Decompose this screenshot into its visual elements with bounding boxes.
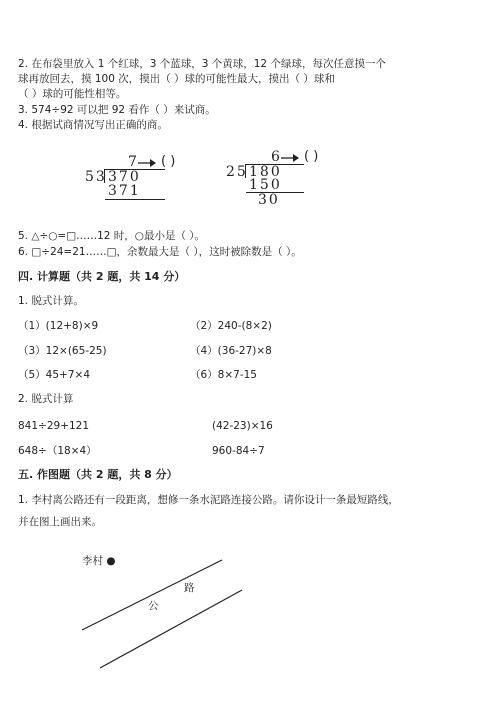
calc-item: 960-84÷7 xyxy=(212,445,265,457)
section5-q1-line1: 1. 李村离公路还有一段距离，想修一条水泥路连接公路。请你设计一条最短路线， xyxy=(18,494,399,506)
calc-item: （4）(36-27)×8 xyxy=(190,345,272,357)
road-label-char: 公 xyxy=(148,600,159,612)
division-left-answer-paren: ( ) xyxy=(161,154,176,169)
division-right-product: 150 xyxy=(249,177,282,193)
q2-line3: （ ）球的可能性相等。 xyxy=(18,88,127,100)
q3-text: 3. 574÷92 可以把 92 看作（ ）来试商。 xyxy=(18,104,216,116)
calc-item: （5）45+7×4 xyxy=(18,369,90,381)
division-right-dividend: 180 xyxy=(249,164,282,180)
calc-item: 648÷（18×4） xyxy=(18,445,97,457)
q2-line1: 2. 在布袋里放入 1 个红球，3 个蓝球，3 个黄球，12 个绿球，每次任意摸一个 xyxy=(18,58,386,70)
division-right-answer-paren: ( ) xyxy=(304,149,319,164)
q5-text: 5. △÷○=□……12 时，○最小是（ ）。 xyxy=(18,230,206,242)
calc-item: （1）(12+8)×9 xyxy=(18,320,99,332)
road-label-char: 路 xyxy=(184,582,195,594)
calc-item: (42-23)×16 xyxy=(212,420,273,432)
division-right-quotient: 6 xyxy=(271,149,282,165)
calc-item: 841÷29+121 xyxy=(18,420,90,432)
q6-text: 6. □÷24=21……□，余数最大是（ ），这时被除数是（ ）。 xyxy=(18,246,302,258)
road-edge-upper xyxy=(82,560,222,630)
q2-line2: 球再放回去，摸 100 次，摸出（ ）球的可能性最大，摸出（ ）球和 xyxy=(18,73,335,85)
road-edge-lower xyxy=(100,590,242,668)
q4-text: 4. 根据试商情况写出正确的商。 xyxy=(18,119,168,131)
division-left-quotient: 7 xyxy=(128,154,139,170)
division-left-dividend: 370 xyxy=(108,169,141,185)
division-right-divisor: 25 xyxy=(226,164,248,180)
division-left-divisor: 53 xyxy=(85,169,107,185)
section5-title: 五. 作图题（共 2 题，共 8 分） xyxy=(18,468,178,481)
section4-part2-title: 2. 脱式计算 xyxy=(18,393,74,405)
calc-item: （6）8×7-15 xyxy=(190,369,257,381)
calc-item: （3）12×(65-25) xyxy=(18,345,107,357)
calc-item: （2）240-(8×2) xyxy=(190,320,272,332)
section4-title: 四. 计算题（共 2 题，共 14 分） xyxy=(18,270,186,283)
section4-part1-title: 1. 脱式计算。 xyxy=(18,295,84,307)
division-right-remainder: 30 xyxy=(258,192,280,208)
village-label: 李村 ● xyxy=(82,555,116,567)
section5-q1-line2: 并在图上画出来。 xyxy=(18,516,102,528)
division-left-product: 371 xyxy=(108,183,141,199)
